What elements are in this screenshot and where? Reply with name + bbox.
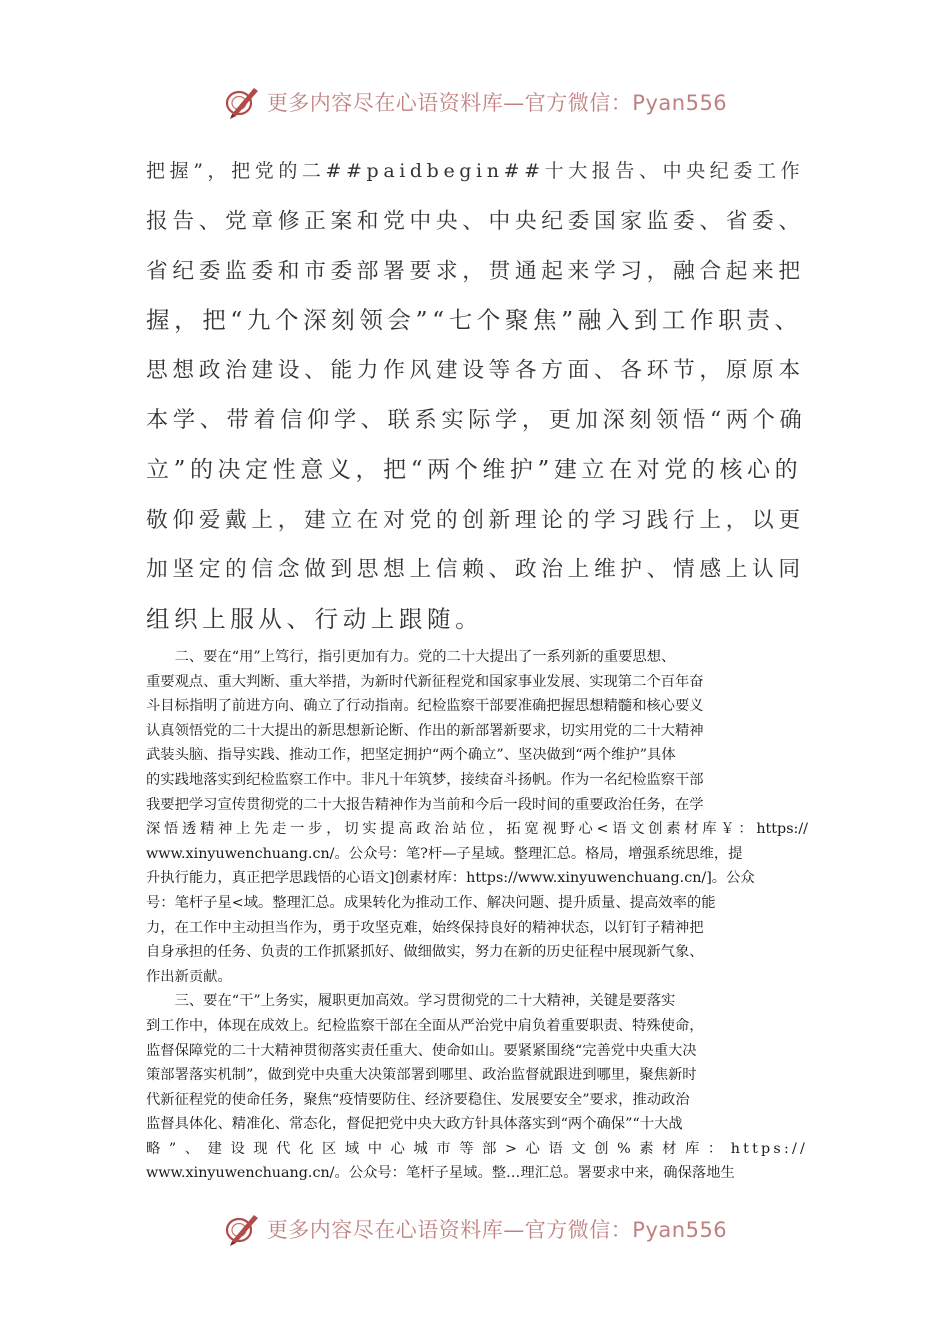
large-text-line: 立”的决定性意义，把“两个维护”建立在对党的核心的 xyxy=(146,456,803,483)
body-text-line: 作出新贡献。 xyxy=(146,968,232,985)
body-text-line: www.xinyuwenchuang.cn/。公众号：笔?杆—子星域。整理汇总。格局，增强系统思维，提 xyxy=(146,845,743,862)
body-text-line: 斗目标指明了前进方向、确立了行动指南。纪检监察干部要准确把握思想精髓和核心要义 xyxy=(146,698,704,715)
footer-banner-text: 更多内容尽在心语资料库—官方微信：Pyan556 xyxy=(266,1218,728,1242)
large-text-line: 加坚定的信念做到思想上信赖、政治上维护、情感上认同 xyxy=(146,557,805,583)
large-text-line: 敬仰爱戴上，建立在对党的创新理论的学习践行上，以更 xyxy=(146,507,805,533)
body-text-line: 代新征程党的使命任务，聚焦“疫情要防住、经济要稳住、发展要安全”要求，推动政治 xyxy=(146,1091,690,1108)
large-text-line: 握，把“九个深刻领会”“七个聚焦”融入到工作职责、 xyxy=(146,306,803,335)
body-text-line: 略”、建设现代化区域中心城市等部>心语文创%素材库：https:// xyxy=(146,1140,808,1157)
body-text-line: 号：笔杆子星<域。整理汇总。成果转化为推动工作、解决问题、提升质量、提高效率的能 xyxy=(146,894,716,911)
pen-and-circle-logo-icon xyxy=(223,84,263,120)
body-text-line: 二、要在“用”上笃行，指引更加有力。党的二十大提出了一系列新的重要思想、 xyxy=(146,649,676,665)
body-text-line: 三、要在“干”上务实，履职更加高效。学习贯彻党的二十大精神，关键是要落实 xyxy=(146,993,676,1010)
header-banner xyxy=(0,82,950,122)
body-text-line: 的实践地落实到纪检监察工作中。非凡十年筑梦，接续奋斗扬帆。作为一名纪检监察干部 xyxy=(146,771,704,788)
body-text-line: 我要把学习宣传贯彻党的二十大报告精神作为当前和今后一段时间的重要政治任务，在学 xyxy=(146,796,704,813)
body-text-line: 力，在工作中主动担当作为，勇于攻坚克难，始终保持良好的精神状态，以钉钉子精神把 xyxy=(146,919,704,936)
body-text-line: 监督保障党的二十大精神贯彻落实责任重大、使命如山。要紧紧围绕“完善党中央重大决 xyxy=(146,1042,697,1059)
body-text-line: 深悟透精神上先走一步，切实提高政治站位，拓宽视野心<语文创素材库￥：https:// xyxy=(146,821,808,838)
header-banner-text: 更多内容尽在心语资料库—官方微信：Pyan556 xyxy=(266,91,728,115)
body-text-paragraphs xyxy=(146,645,808,1186)
large-text-line: 组织上服从、行动上跟随。 xyxy=(146,605,484,634)
body-text-line: www.xinyuwenchuang.cn/。公众号：笔杆子星域。整…理汇总。署要求中来，确保落地生 xyxy=(146,1165,735,1182)
large-text-line: 把握”，把党的二##paidbegin##十大报告、中央纪委工作 xyxy=(146,160,805,182)
body-text-line: 认真领悟党的二十大提出的新思想新论断、作出的新部署新要求，切实用党的二十大精神 xyxy=(146,722,704,739)
body-text-line: 策部署落实机制”，做到党中央重大决策部署到哪里、政治监督就跟进到哪里，聚焦新时 xyxy=(146,1067,697,1084)
body-text-line: 自身承担的任务、负责的工作抓紧抓好、做细做实，努力在新的历史征程中展现新气象、 xyxy=(146,944,704,961)
large-text-line: 思想政治建设、能力作风建设等各方面、各环节，原原本 xyxy=(146,358,805,384)
large-text-line: 省纪委监委和市委部署要求，贯通起来学习，融合起来把 xyxy=(146,258,805,284)
body-text-line: 监督具体化、精准化、常态化，督促把党中央大政方针具体落实到“两个确保”“十大战 xyxy=(146,1116,683,1133)
pen-and-circle-logo-icon xyxy=(223,1211,263,1247)
body-text-line: 升执行能力，真正把学思践悟的心语文]创素材库：https://www.xinyuwenchuang.cn/]。公众 xyxy=(146,870,755,887)
body-text-line: 重要观点、重大判断、重大举措，为新时代新征程党和国家事业发展、实现第二个百年奋 xyxy=(146,673,704,690)
body-text-line: 武装头脑、指导实践、推动工作，把坚定拥护“两个确立”、坚决做到“两个维护”具体 xyxy=(146,747,676,764)
large-text-line: 本学、带着信仰学、联系实际学，更加深刻领悟“两个确 xyxy=(146,406,807,433)
body-text-line: 到工作中，体现在成效上。纪检监察干部在全面从严治党中肩负着重要职责、特殊使命， xyxy=(146,1017,704,1034)
large-text-paragraph xyxy=(146,147,806,645)
footer-banner xyxy=(0,1209,950,1249)
large-text-line: 报告、党章修正案和党中央、中央纪委国家监委、省委、 xyxy=(146,208,805,234)
